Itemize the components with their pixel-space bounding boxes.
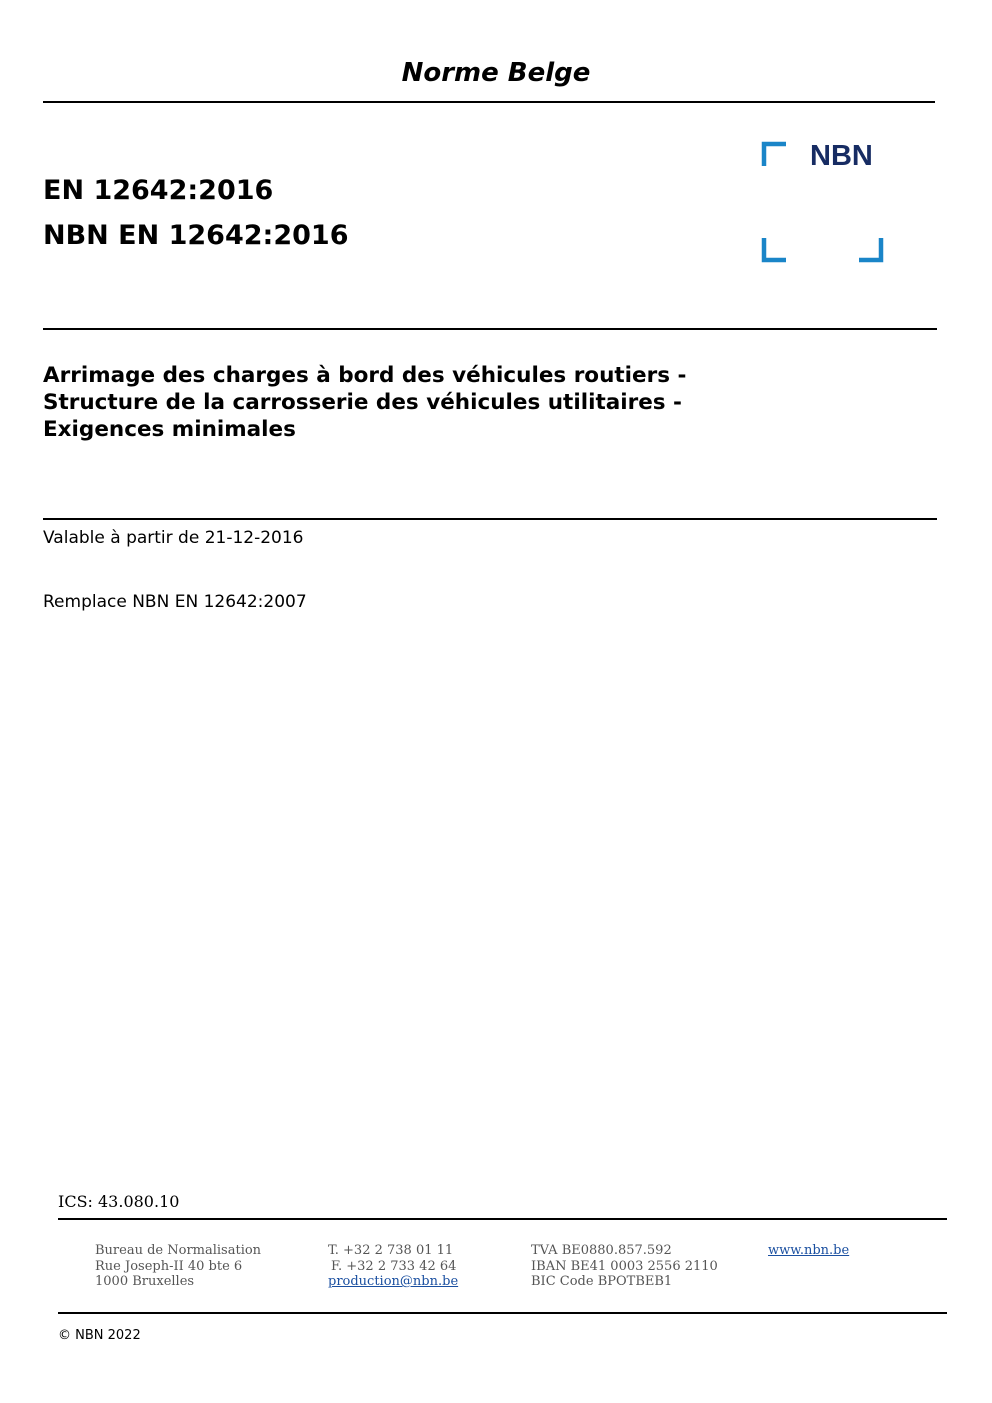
email-link[interactable]: production@nbn.be [328,1274,459,1289]
address-line: Bureau de Normalisation [95,1243,262,1258]
phone-number: T. +32 2 738 01 11 [328,1243,454,1258]
footer-banking [531,1243,718,1290]
document-type-heading: Norme Belge [401,58,591,88]
nbn-standard-number: NBN EN 12642:2016 [43,220,349,251]
en-standard-number: EN 12642:2016 [43,175,274,206]
logo-text: NBN [810,140,873,172]
standard-title [43,362,803,443]
title-line: Structure de la carrosserie des véhicules utilitaires - [43,390,682,415]
ics-code: ICS: 43.080.10 [58,1192,180,1211]
replaces-standard: Remplace NBN EN 12642:2007 [43,592,307,612]
footer-web [768,1243,849,1259]
standard-divider [43,328,937,330]
logo-corner-bottom-right [859,238,881,260]
title-line: Exigences minimales [43,417,296,442]
logo-corner-top-left [764,144,786,166]
fax-number: F. +32 2 733 42 64 [331,1258,457,1274]
footer-bottom-divider [58,1312,947,1314]
website-link[interactable]: www.nbn.be [768,1243,850,1258]
vat-number: TVA BE0880.857.592 [531,1243,672,1258]
footer-top-divider [58,1218,947,1220]
header-divider [43,101,935,103]
title-line: Arrimage des charges à bord des véhicules routiers - [43,363,687,388]
bic-code: BIC Code BPOTBEB1 [531,1274,673,1289]
iban-number: IBAN BE41 0003 2556 2110 [531,1258,718,1274]
address-line: 1000 Bruxelles [95,1274,195,1289]
title-divider [43,518,937,520]
footer-contact [328,1243,458,1290]
address-line: Rue Joseph-II 40 bte 6 [95,1258,243,1274]
nbn-logo [760,140,885,264]
copyright-notice: © NBN 2022 [58,1328,141,1343]
footer-address [95,1243,261,1290]
logo-corner-bottom-left [764,238,786,260]
validity-date: Valable à partir de 21-12-2016 [43,528,304,548]
